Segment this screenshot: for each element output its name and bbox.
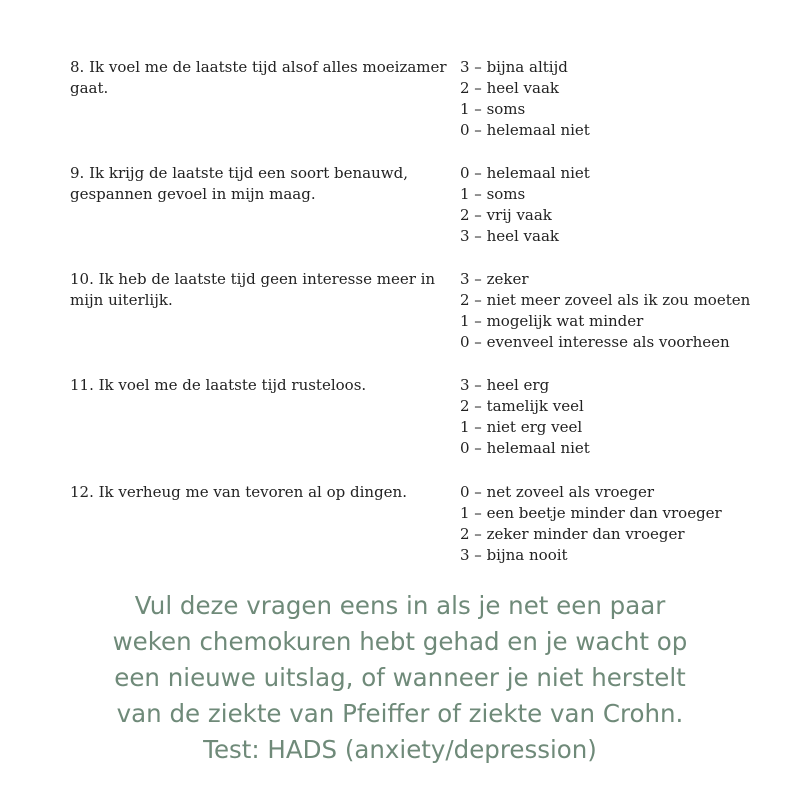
answer-option: 3 – heel erg <box>460 376 550 394</box>
answer-option: 2 – tamelijk veel <box>460 397 584 415</box>
answer-option: 2 – vrij vaak <box>460 206 552 224</box>
answer-options <box>460 269 750 353</box>
question-text: 10. Ik heb de laatste tijd geen interesse meer in mijn uiterlijk. <box>70 270 436 309</box>
caption-line: een nieuwe uitslag, of wanneer je niet herstelt <box>114 663 686 692</box>
caption <box>0 588 800 768</box>
answer-option: 0 – helemaal niet <box>460 439 590 457</box>
answer-option: 1 – niet erg veel <box>460 418 583 436</box>
answer-option: 3 – bijna altijd <box>460 58 568 76</box>
answer-option: 1 – soms <box>460 185 526 203</box>
caption-line: weken chemokuren hebt gehad en je wacht op <box>112 627 688 656</box>
answer-options <box>460 375 590 459</box>
answer-options <box>460 163 590 247</box>
answer-option: 3 – bijna nooit <box>460 546 568 564</box>
answer-option: 0 – evenveel interesse als voorheen <box>460 333 730 351</box>
answer-option: 3 – zeker <box>460 270 529 288</box>
question-text: 11. Ik voel me de laatste tijd rusteloos. <box>70 376 367 394</box>
question-text: 12. Ik verheug me van tevoren al op dingen. <box>70 483 407 501</box>
answer-option: 0 – helemaal niet <box>460 121 590 139</box>
answer-option: 0 – net zoveel als vroeger <box>460 483 655 501</box>
question-text: 9. Ik krijg de laatste tijd een soort benauwd, gespannen gevoel in mijn maag. <box>70 164 408 203</box>
answer-option: 2 – zeker minder dan vroeger <box>460 525 685 543</box>
caption-line: Vul deze vragen eens in als je net een paar <box>134 591 666 620</box>
answer-option: 1 – soms <box>460 100 526 118</box>
answer-option: 1 – een beetje minder dan vroeger <box>460 504 722 522</box>
answer-options <box>460 482 722 566</box>
answer-option: 2 – heel vaak <box>460 79 560 97</box>
answer-options <box>460 57 590 141</box>
caption-test-name: Test: HADS (anxiety/depression) <box>203 735 597 764</box>
caption-line: van de ziekte van Pfeiffer of ziekte van Crohn. <box>116 699 684 728</box>
answer-option: 1 – mogelijk wat minder <box>460 312 644 330</box>
answer-option: 0 – helemaal niet <box>460 164 590 182</box>
question-text: 8. Ik voel me de laatste tijd alsof alles moeizamer gaat. <box>70 58 447 97</box>
answer-option: 2 – niet meer zoveel als ik zou moeten <box>460 291 751 309</box>
answer-option: 3 – heel vaak <box>460 227 560 245</box>
